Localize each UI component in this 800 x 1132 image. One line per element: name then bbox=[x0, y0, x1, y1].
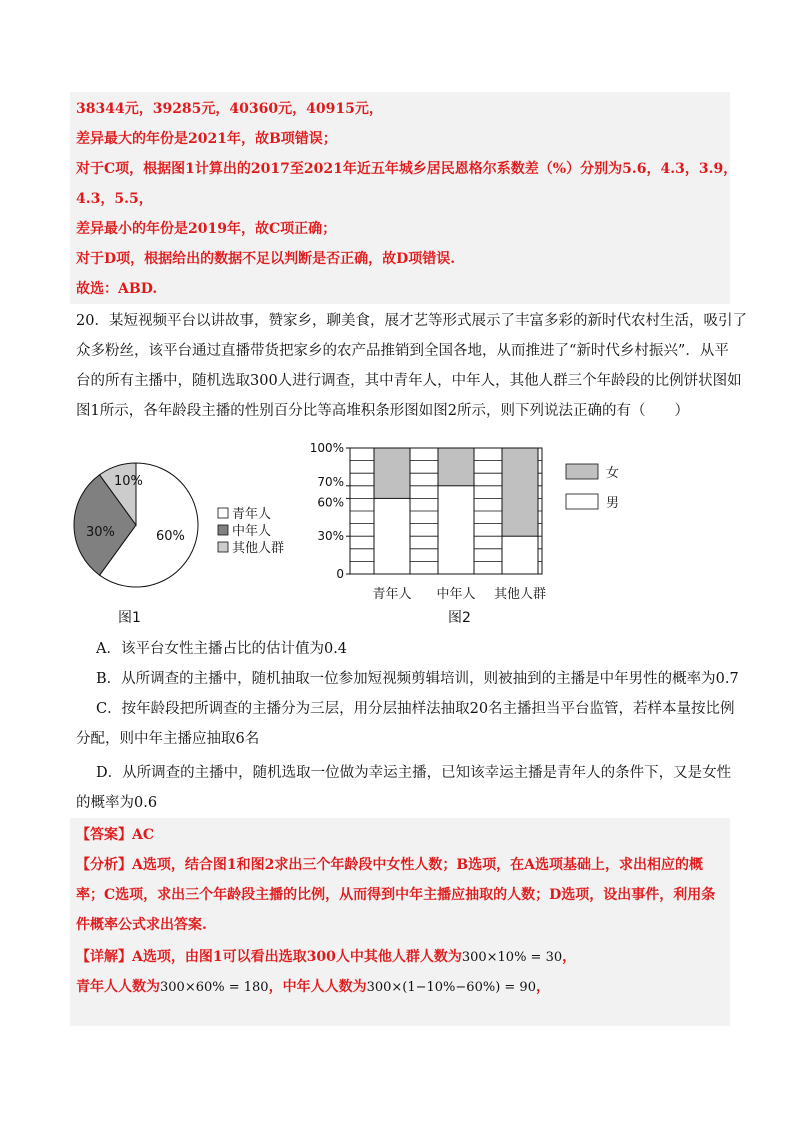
math-expr: 300×60% = 180 bbox=[160, 980, 269, 995]
pie-label-30: 30% bbox=[86, 525, 115, 540]
y-tick-label: 70% bbox=[317, 474, 344, 489]
y-tick-label: 100% bbox=[310, 441, 344, 455]
option-d: D．从所调查的主播中，随机选取一位做为幸运主播，已知该幸运主播是青年人的条件下，又是女性 bbox=[96, 765, 732, 781]
analysis-line: 【分析】A选项，结合图1和图2求出三个年龄段中女性人数；B选项，在A选项基础上，求出相应的概 bbox=[76, 857, 704, 873]
option-d-cont: 的概率为0.6 bbox=[76, 795, 158, 811]
bar-male bbox=[374, 498, 410, 574]
detail-text: ，中年人人数为 bbox=[268, 979, 367, 995]
bar-male bbox=[438, 486, 474, 574]
bar-male bbox=[502, 536, 538, 574]
answer-line: 【答案】AC bbox=[76, 827, 155, 843]
y-tick-label: 60% bbox=[317, 495, 344, 510]
pie-label-10: 10% bbox=[114, 474, 143, 489]
text-line: 4.3，5.5， bbox=[76, 191, 153, 207]
x-tick-label: 青年人 bbox=[372, 587, 412, 602]
legend-label-youth: 青年人 bbox=[232, 507, 272, 522]
solution-block-top bbox=[70, 92, 730, 304]
option-c-cont: 分配，则中年主播应抽取6名 bbox=[76, 731, 260, 747]
pie-chart-figure bbox=[66, 440, 296, 640]
legend-swatch-male bbox=[566, 494, 598, 509]
pie-label-60: 60% bbox=[156, 529, 185, 544]
stacked-bar-figure bbox=[310, 438, 630, 638]
legend-swatch-youth bbox=[218, 508, 228, 518]
question-text: 台的所有主播中，随机选取300人进行调查，其中青年人，中年人，其他人群三个年龄段的比例饼状图如 bbox=[76, 373, 742, 389]
legend-swatch-other bbox=[218, 542, 228, 552]
option-b: B．从所调查的主播中，随机抽取一位参加短视频剪辑培训，则被抽到的主播是中年男性的概率为0.7 bbox=[96, 671, 739, 687]
figure-caption-2: 图2 bbox=[448, 610, 471, 626]
text-line: 对于C项，根据图1计算出的2017至2021年近五年城乡居民恩格尔系数差（%）分别为5.6，4.3，3.9， bbox=[76, 161, 738, 177]
x-tick-label: 中年人 bbox=[436, 587, 476, 602]
detail-punct: ， bbox=[562, 949, 577, 965]
legend-label-male: 男 bbox=[606, 496, 620, 511]
question-text: 众多粉丝，该平台通过直播带货把家乡的农产品推销到全国各地，从而推进了“新时代乡村振兴”．从平 bbox=[76, 343, 729, 359]
y-tick-label: 0 bbox=[336, 567, 344, 581]
analysis-line: 件概率公式求出答案. bbox=[76, 917, 207, 933]
legend-swatch-female bbox=[566, 464, 598, 479]
text-line: 38344元，39285元，40360元，40915元， bbox=[76, 101, 383, 117]
analysis-line: 率；C选项，求出三个年龄段主播的比例，从而得到中年主播应抽取的人数；D选项，设出事件，利用条 bbox=[76, 887, 716, 903]
text-line: 差异最大的年份是2021年，故B项错误； bbox=[76, 131, 337, 147]
legend-swatch-middle bbox=[218, 525, 228, 535]
legend-label-middle: 中年人 bbox=[232, 524, 272, 539]
text-line: 对于D项，根据给出的数据不足以判断是否正确，故D项错误. bbox=[76, 251, 456, 267]
detail-line bbox=[76, 976, 550, 999]
y-tick-label: 30% bbox=[317, 529, 344, 544]
text-line: 故选：ABD. bbox=[76, 281, 158, 297]
detail-text: 【详解】A选项，由图1可以看出选取300人中其他人群人数为 bbox=[76, 949, 462, 965]
math-expr: 300×10% = 30 bbox=[461, 950, 563, 965]
detail-text: 青年人人数为 bbox=[76, 979, 160, 995]
math-expr: 300×(1−10%−60%) = 90 bbox=[366, 980, 536, 995]
question-text: 图1所示，各年龄段主播的性别百分比等高堆积条形图如图2所示，则下列说法正确的有（ ） bbox=[76, 403, 689, 419]
text-line: 差异最小的年份是2019年，故C项正确； bbox=[76, 221, 337, 237]
option-a: A．该平台女性主播占比的估计值为0.4 bbox=[96, 641, 348, 657]
x-tick-label: 其他人群 bbox=[493, 587, 547, 602]
detail-punct: ， bbox=[535, 979, 550, 995]
option-c: C．按年龄段把所调查的主播分为三层，用分层抽样法抽取20名主播担当平台监管，若样本量按比例 bbox=[96, 701, 735, 717]
figure-caption-1: 图1 bbox=[118, 610, 141, 626]
detail-line bbox=[76, 946, 576, 969]
question-text: 20．某短视频平台以讲故事，赞家乡，聊美食，展才艺等形式展示了丰富多彩的新时代农村生活，吸引了 bbox=[76, 313, 747, 329]
legend-label-female: 女 bbox=[606, 466, 620, 481]
legend-label-other: 其他人群 bbox=[232, 541, 285, 556]
